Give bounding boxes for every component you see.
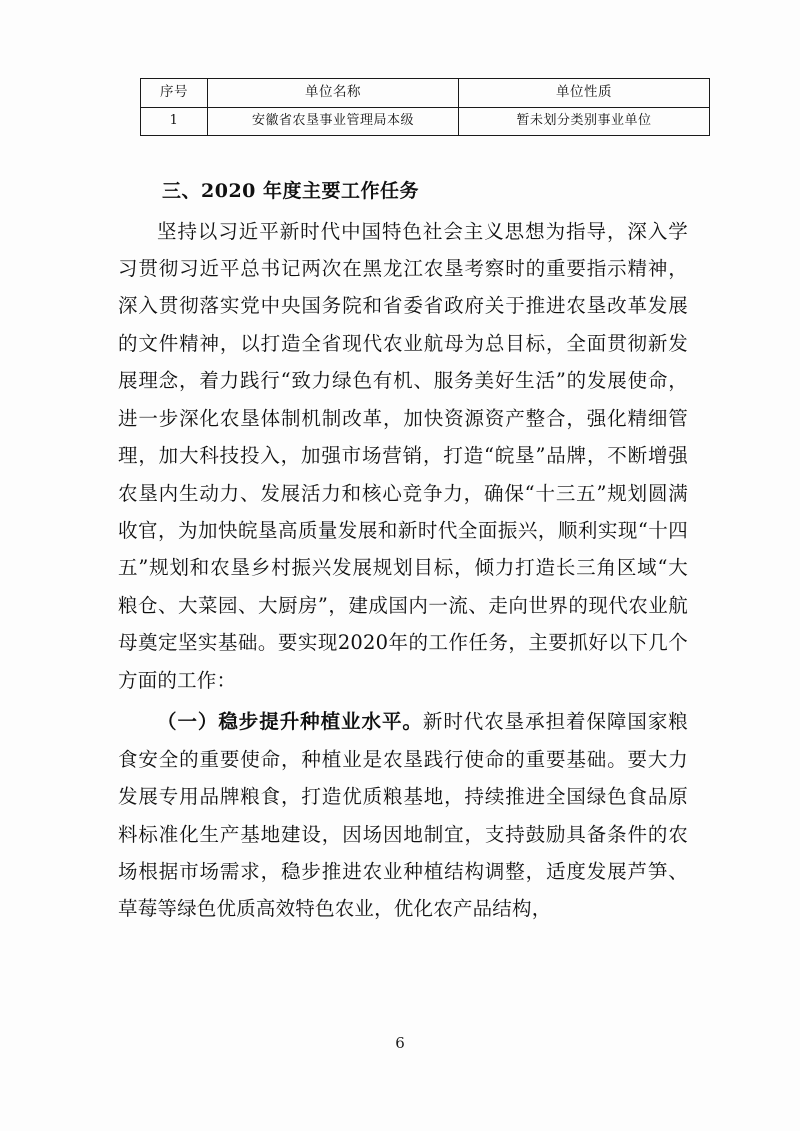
- table-header-cell-type: 单位性质: [459, 79, 710, 108]
- table-header-cell-name: 单位名称: [208, 79, 459, 108]
- page-number: 6: [395, 1034, 405, 1052]
- section-heading: 三、2020 年度主要工作任务: [162, 180, 419, 203]
- paragraph-main-tasks: [118, 213, 688, 700]
- paragraph-text: 坚持以习近平新时代中国特色社会主义思想为指导，深入学习贯彻习近平总书记两次在黑龙江农垦考察时的重要指示精神，深入贯彻落实党中央国务院和省委省政府关于推进农垦改革发展的文件精神，以打造全省现代农业航母为总目标，全面贯彻新发展理念，着力践行“致力绿色有机、服务美好生活”的发展使命，进一步深化农垦体制机制改革，加快资源资产整合，强化精细管理，加大科技投入，加强市场营销，打造“皖垦”品牌，不断增强农垦内生动力、发展活力和核心竞争力，确保“十三五”规划圆满收官，为加快皖垦高质量发展和新时代全面振兴，顺利实现“十四五”规划和农垦乡村振兴发展规划目标，倾力打造长三角区域“大粮仓、大菜园、大厨房”，建成国内一流、走向世界的现代农业航母奠定坚实基础。要实现2020年的工作任务，主要抓好以下几个方面的工作：: [118, 219, 688, 692]
- unit-table: [140, 78, 710, 136]
- paragraph-planting-industry: [118, 703, 688, 928]
- table-header-cell-index: 序号: [141, 79, 208, 108]
- table-cell-index: 1: [141, 107, 208, 135]
- paragraph-text: 新时代农垦承担着保障国家粮食安全的重要使命，种植业是农垦践行使命的重要基础。要大力发展专用品牌粮食，打造优质粮基地，持续推进全国绿色食品原料标准化生产基地建设，因场因地制宜，支持鼓励具备条件的农场根据市场需求，稳步推进农业种植结构调整，适度发展芦笋、草莓等绿色优质高效特色农业，优化农产品结构，: [118, 710, 688, 921]
- paragraph-lead-in: （一）稳步提升种植业水平。: [157, 710, 423, 734]
- table-cell-name: 安徽省农垦事业管理局本级: [208, 107, 459, 135]
- table-header-row: [141, 79, 710, 108]
- table-header: [141, 79, 710, 108]
- table-row: [141, 107, 710, 135]
- table-body: [141, 107, 710, 135]
- table-cell-type: 暂未划分类别事业单位: [459, 107, 710, 135]
- page-content: [118, 78, 688, 932]
